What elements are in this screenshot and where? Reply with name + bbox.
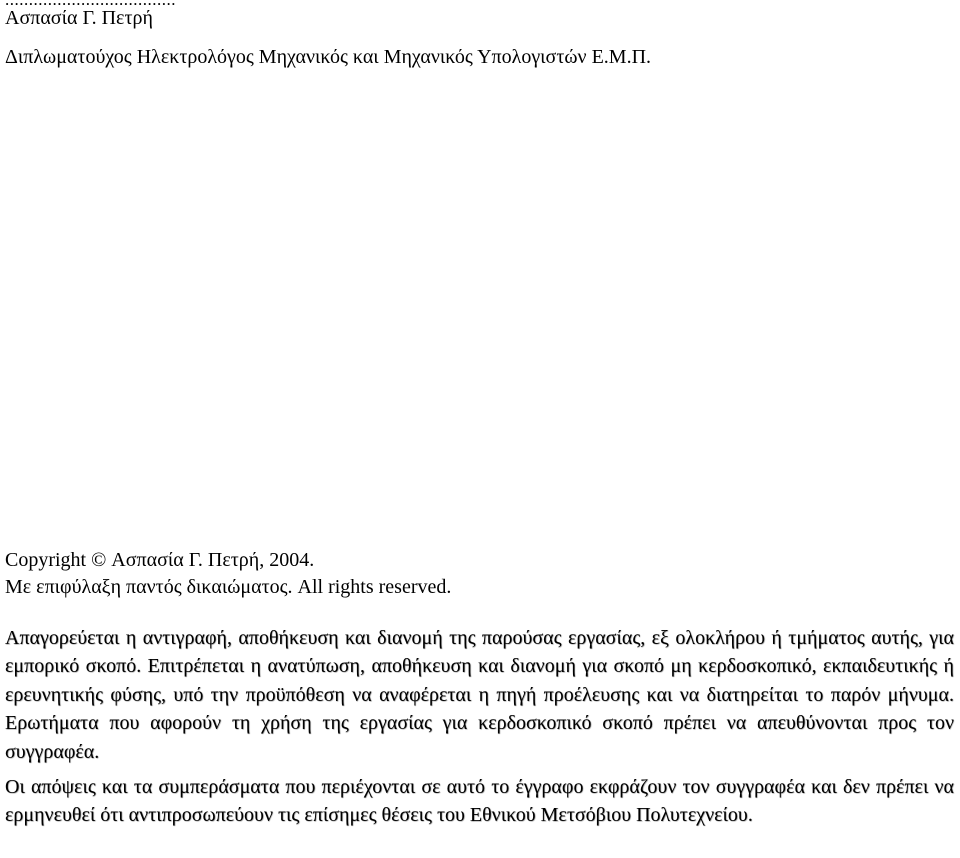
copying-notice-paragraph: Απαγορεύεται η αντιγραφή, αποθήκευση και διανομή της παρούσας εργασίας, εξ ολοκλήρου ή τμήματος αυτής, για εμπορικό σκοπό. Επιτρέπεται η ανατύπωση, αποθήκευση και διανομή για σκοπό μη κερδοσκοπικό, εκπαιδευτικής ή ερευνητικής φύσης, υπό την προϋπόθεση να αναφέρεται η πηγή προέλευσης και να διατηρείται το παρόν μήνυμα. Ερωτήματα που αφορούν τη χρήση της εργασίας για κερδοσκοπικό σκοπό πρέπει να απευθύνονται προς τον συγγραφέα.: [5, 627, 954, 763]
author-name: Ασπασία Γ. Πετρή: [5, 7, 153, 29]
rights-reserved-line: Με επιφύλαξη παντός δικαιώματος. All rights reserved.: [5, 576, 452, 598]
disclaimer-paragraph: Οι απόψεις και τα συμπεράσματα που περιέχονται σε αυτό το έγγραφο εκφράζουν τον συγγραφέα και δεν πρέπει να ερμηνευθεί ότι αντιπροσωπεύουν τις επίσημες θέσεις του Εθνικού Μετσόβιου Πολυτεχνείου.: [5, 776, 954, 827]
author-title: Διπλωματούχος Ηλεκτρολόγος Μηχανικός και Μηχανικός Υπολογιστών Ε.Μ.Π.: [5, 46, 652, 68]
copyright-line: Copyright © Ασπασία Γ. Πετρή, 2004.: [5, 549, 315, 571]
